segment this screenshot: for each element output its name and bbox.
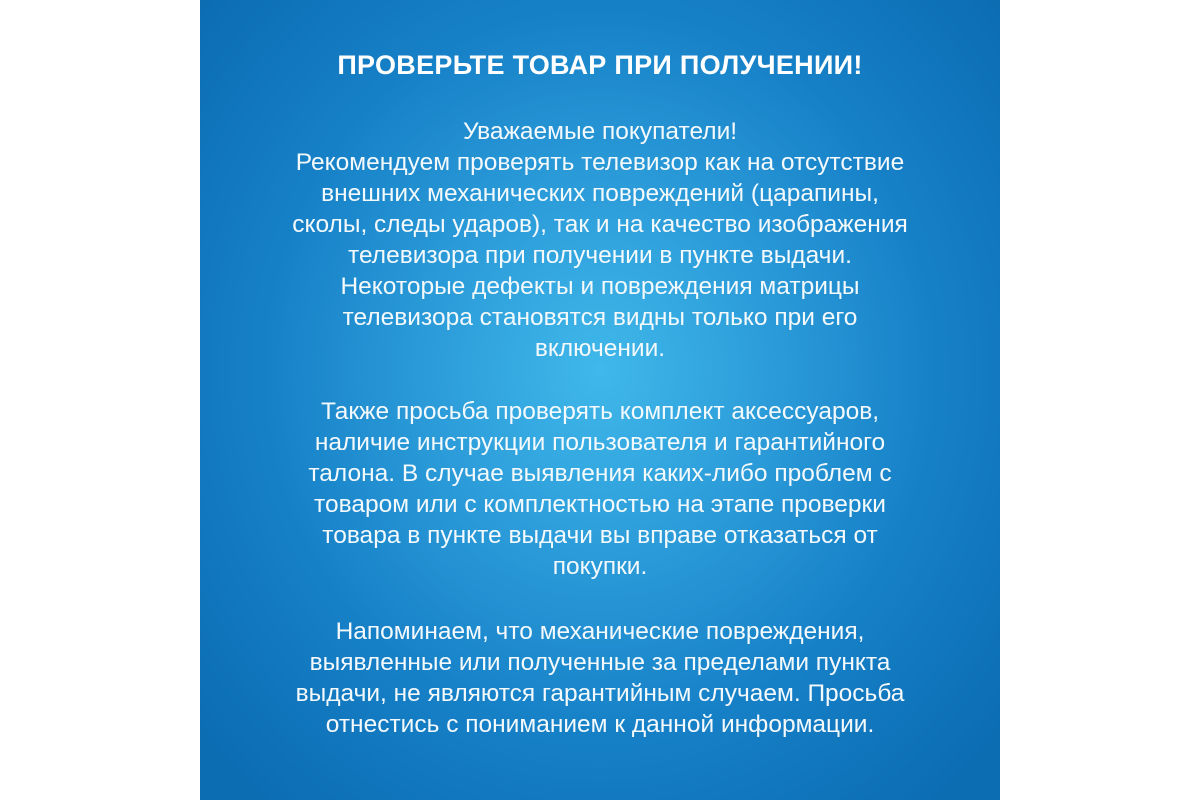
text-line: выявленные или полученные за пределами пункта [309,649,891,676]
text-line: телевизора становятся видны только при его [342,304,858,331]
text-line: внешних механических повреждений (царапины, [321,180,879,207]
text-line: сколы, следы ударов), так и на качество изображения [292,211,908,238]
text-line: товаром или с комплектностью на этапе проверки [314,491,886,518]
text-line: Напоминаем, что механические повреждения, [335,618,865,645]
text-line: телевизора при получении в пункте выдачи. [348,242,852,269]
text-line: покупки. [552,553,648,580]
text-line: Некоторые дефекты и повреждения матрицы [340,273,860,300]
paragraph-inspection [200,116,1000,364]
paragraph-warranty-note [200,616,1000,740]
text-line: выдачи, не являются гарантийным случаем. Просьба [295,680,905,707]
text-line: Рекомендуем проверять телевизор как на отсутствие [295,149,905,176]
text-line: товара в пункте выдачи вы вправе отказаться от [322,522,878,549]
paragraph-accessories [200,396,1000,582]
text-line: наличие инструкции пользователя и гарантийного [314,429,886,456]
text-line: Также просьба проверять комплект аксессуаров, [320,398,880,425]
text-line: отнестись с пониманием к данной информации. [325,711,875,738]
text-line: талона. В случае выявления каких-либо проблем с [308,460,892,487]
text-line: Уважаемые покупатели! [462,118,738,145]
text-line: включении. [534,335,666,362]
info-card [200,0,1000,800]
card-title: ПРОВЕРЬТЕ ТОВАР ПРИ ПОЛУЧЕНИИ! [337,50,863,80]
